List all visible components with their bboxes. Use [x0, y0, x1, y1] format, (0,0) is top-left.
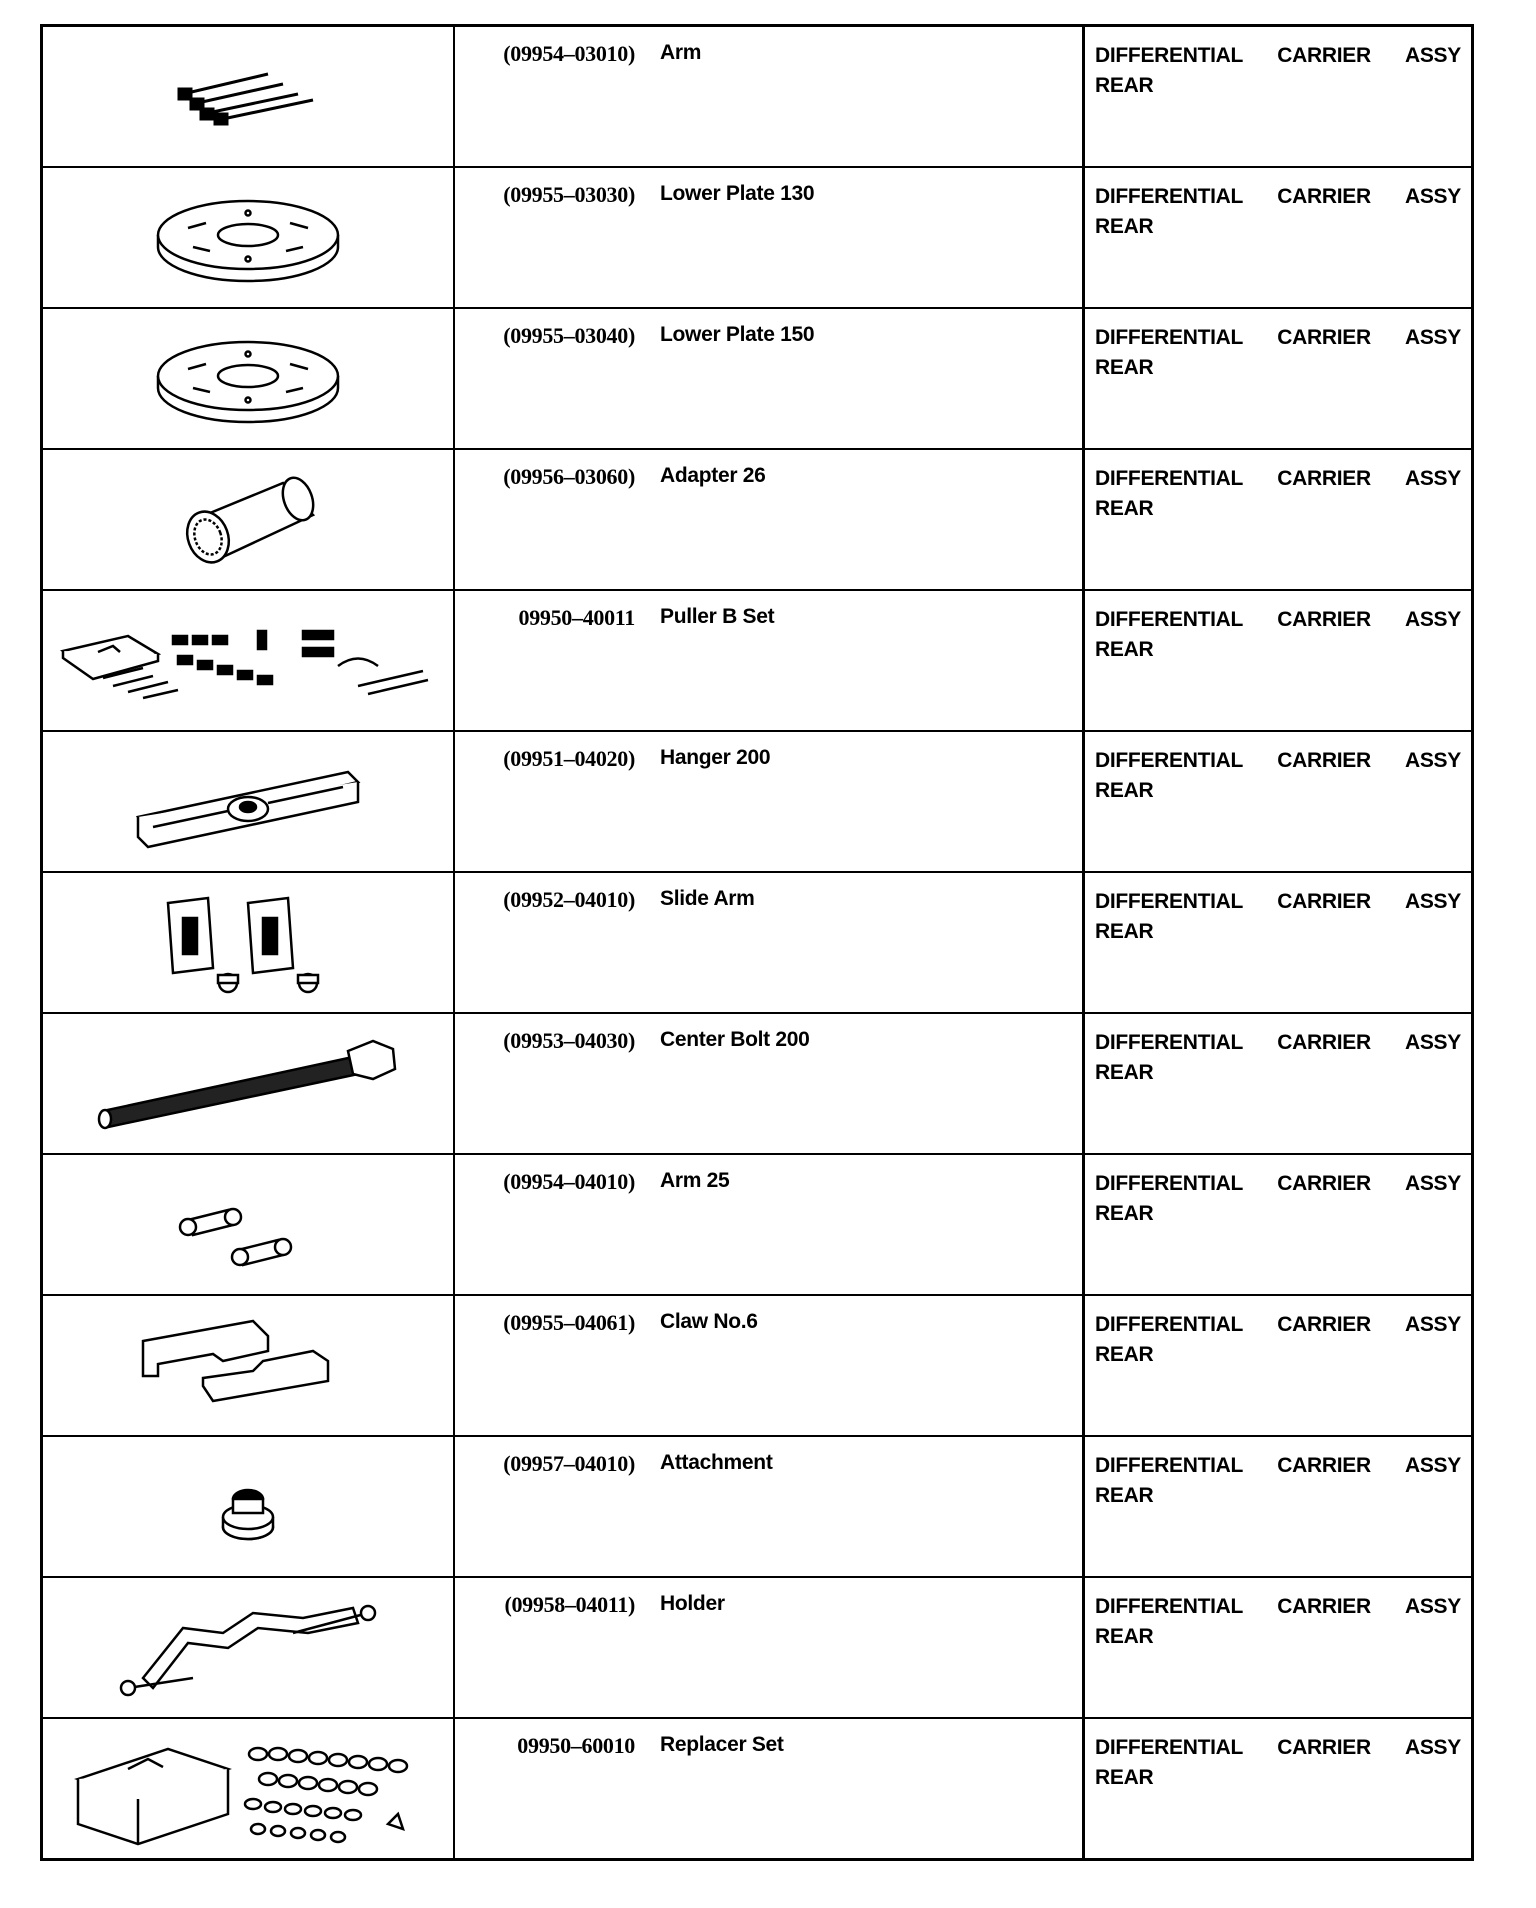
part-name: Hanger 200 — [660, 746, 771, 769]
tool-info-cell — [454, 1295, 1084, 1436]
application-word-4: REAR — [1095, 1061, 1154, 1084]
part-number: 09950–40011 — [518, 605, 635, 630]
replacer-set-icon — [43, 1719, 453, 1858]
application-word-1: DIFFERENTIAL — [1095, 608, 1244, 631]
center-bolt-icon — [43, 1014, 453, 1153]
arm-25-icon — [43, 1155, 453, 1294]
slide-arm-icon — [43, 873, 453, 1012]
tool-illustration-cell — [42, 731, 455, 872]
application-word-3: ASSY — [1404, 1595, 1461, 1618]
application-cell — [1084, 1718, 1473, 1860]
part-number: (09955–04061) — [503, 1310, 635, 1335]
application-word-4: REAR — [1095, 356, 1154, 379]
application-word-4: REAR — [1095, 215, 1154, 238]
application-word-2: CARRIER — [1277, 185, 1371, 208]
adapter-icon — [43, 450, 453, 589]
special-service-tools-table — [40, 24, 1474, 1861]
application-word-3: ASSY — [1404, 1454, 1461, 1477]
part-name: Claw No.6 — [660, 1310, 758, 1333]
part-number: (09955–03030) — [503, 182, 635, 207]
application-cell — [1084, 1577, 1473, 1718]
application-word-3: ASSY — [1404, 44, 1461, 67]
part-number: 09950–60010 — [517, 1733, 635, 1758]
tool-illustration-cell — [42, 1013, 455, 1154]
part-number: (09952–04010) — [503, 887, 635, 912]
part-name: Arm — [660, 41, 702, 64]
part-name: Adapter 26 — [660, 464, 766, 487]
application-word-3: ASSY — [1404, 467, 1461, 490]
application-cell — [1084, 1295, 1473, 1436]
part-name: Lower Plate 150 — [660, 323, 815, 346]
table-row — [42, 308, 1473, 449]
application-word-3: ASSY — [1404, 1172, 1461, 1195]
part-name: Center Bolt 200 — [660, 1028, 810, 1051]
application-word-3: ASSY — [1404, 1031, 1461, 1054]
part-number: (09954–04010) — [503, 1169, 635, 1194]
application-word-2: CARRIER — [1277, 326, 1371, 349]
part-number: (09956–03060) — [503, 464, 635, 489]
application-word-2: CARRIER — [1277, 749, 1371, 772]
part-name: Arm 25 — [660, 1169, 730, 1192]
application-word-2: CARRIER — [1277, 44, 1371, 67]
part-number: (09957–04010) — [503, 1451, 635, 1476]
tool-info-cell — [454, 167, 1084, 308]
application-cell — [1084, 26, 1473, 168]
application-word-2: CARRIER — [1277, 1595, 1371, 1618]
application-word-2: CARRIER — [1277, 467, 1371, 490]
application-word-3: ASSY — [1404, 326, 1461, 349]
tool-illustration-cell — [42, 449, 455, 590]
application-word-1: DIFFERENTIAL — [1095, 467, 1244, 490]
tool-illustration-cell — [42, 26, 455, 168]
part-name: Lower Plate 130 — [660, 182, 815, 205]
application-cell — [1084, 1436, 1473, 1577]
application-word-1: DIFFERENTIAL — [1095, 44, 1244, 67]
tool-info-cell — [454, 449, 1084, 590]
part-name: Holder — [660, 1592, 725, 1615]
application-cell — [1084, 1154, 1473, 1295]
application-word-2: CARRIER — [1277, 1736, 1371, 1759]
application-word-3: ASSY — [1404, 1313, 1461, 1336]
tool-info-cell — [454, 1436, 1084, 1577]
attachment-icon — [43, 1437, 453, 1576]
tool-info-cell — [454, 590, 1084, 731]
lower-plate-icon — [43, 168, 453, 307]
part-name: Puller B Set — [660, 605, 775, 628]
tool-illustration-cell — [42, 1154, 455, 1295]
tool-info-cell — [454, 731, 1084, 872]
part-number: (09953–04030) — [503, 1028, 635, 1053]
table-row — [42, 590, 1473, 731]
application-word-1: DIFFERENTIAL — [1095, 1454, 1244, 1477]
application-word-2: CARRIER — [1277, 1172, 1371, 1195]
application-word-4: REAR — [1095, 1484, 1154, 1507]
table-row — [42, 1013, 1473, 1154]
application-word-2: CARRIER — [1277, 1313, 1371, 1336]
table-row — [42, 1436, 1473, 1577]
application-word-4: REAR — [1095, 1625, 1154, 1648]
application-word-1: DIFFERENTIAL — [1095, 1172, 1244, 1195]
tool-info-cell — [454, 1718, 1084, 1860]
application-cell — [1084, 731, 1473, 872]
table-row — [42, 872, 1473, 1013]
part-number: (09954–03010) — [503, 41, 635, 66]
tool-info-cell — [454, 26, 1084, 168]
application-cell — [1084, 590, 1473, 731]
application-word-4: REAR — [1095, 1766, 1154, 1789]
application-word-2: CARRIER — [1277, 890, 1371, 913]
table-row — [42, 1295, 1473, 1436]
application-word-4: REAR — [1095, 920, 1154, 943]
application-word-2: CARRIER — [1277, 1454, 1371, 1477]
application-word-4: REAR — [1095, 74, 1154, 97]
application-word-1: DIFFERENTIAL — [1095, 185, 1244, 208]
table-row — [42, 449, 1473, 590]
tool-info-cell — [454, 308, 1084, 449]
application-word-2: CARRIER — [1277, 1031, 1371, 1054]
tool-info-cell — [454, 1013, 1084, 1154]
part-number: (09955–03040) — [503, 323, 635, 348]
application-word-4: REAR — [1095, 638, 1154, 661]
application-word-3: ASSY — [1404, 185, 1461, 208]
table-row — [42, 731, 1473, 872]
application-cell — [1084, 167, 1473, 308]
application-cell — [1084, 308, 1473, 449]
arm-set-icon — [43, 27, 453, 166]
application-word-2: CARRIER — [1277, 608, 1371, 631]
part-number: (09951–04020) — [503, 746, 635, 771]
application-word-3: ASSY — [1404, 749, 1461, 772]
table-row — [42, 167, 1473, 308]
tool-info-cell — [454, 872, 1084, 1013]
table-row — [42, 26, 1473, 168]
application-word-3: ASSY — [1404, 608, 1461, 631]
part-name: Replacer Set — [660, 1733, 784, 1756]
application-word-3: ASSY — [1404, 1736, 1461, 1759]
tool-info-cell — [454, 1154, 1084, 1295]
application-word-3: ASSY — [1404, 890, 1461, 913]
tool-illustration-cell — [42, 590, 455, 731]
tool-illustration-cell — [42, 1718, 455, 1860]
puller-set-icon — [43, 591, 453, 730]
application-word-1: DIFFERENTIAL — [1095, 1736, 1244, 1759]
tool-illustration-cell — [42, 1577, 455, 1718]
application-word-4: REAR — [1095, 779, 1154, 802]
application-word-1: DIFFERENTIAL — [1095, 1031, 1244, 1054]
tool-illustration-cell — [42, 308, 455, 449]
holder-icon — [43, 1578, 453, 1717]
application-word-1: DIFFERENTIAL — [1095, 326, 1244, 349]
application-word-1: DIFFERENTIAL — [1095, 890, 1244, 913]
part-name: Attachment — [660, 1451, 773, 1474]
table-row — [42, 1154, 1473, 1295]
application-word-4: REAR — [1095, 1202, 1154, 1225]
application-word-4: REAR — [1095, 1343, 1154, 1366]
part-number: (09958–04011) — [504, 1592, 635, 1617]
application-word-4: REAR — [1095, 497, 1154, 520]
tool-illustration-cell — [42, 167, 455, 308]
table-row — [42, 1577, 1473, 1718]
application-cell — [1084, 1013, 1473, 1154]
claw-icon — [43, 1296, 453, 1435]
lower-plate-icon — [43, 309, 453, 448]
hanger-icon — [43, 732, 453, 871]
tool-illustration-cell — [42, 872, 455, 1013]
application-cell — [1084, 449, 1473, 590]
application-word-1: DIFFERENTIAL — [1095, 1595, 1244, 1618]
application-word-1: DIFFERENTIAL — [1095, 749, 1244, 772]
application-cell — [1084, 872, 1473, 1013]
application-word-1: DIFFERENTIAL — [1095, 1313, 1244, 1336]
tool-illustration-cell — [42, 1436, 455, 1577]
tool-info-cell — [454, 1577, 1084, 1718]
part-name: Slide Arm — [660, 887, 755, 910]
tool-illustration-cell — [42, 1295, 455, 1436]
table-row — [42, 1718, 1473, 1860]
